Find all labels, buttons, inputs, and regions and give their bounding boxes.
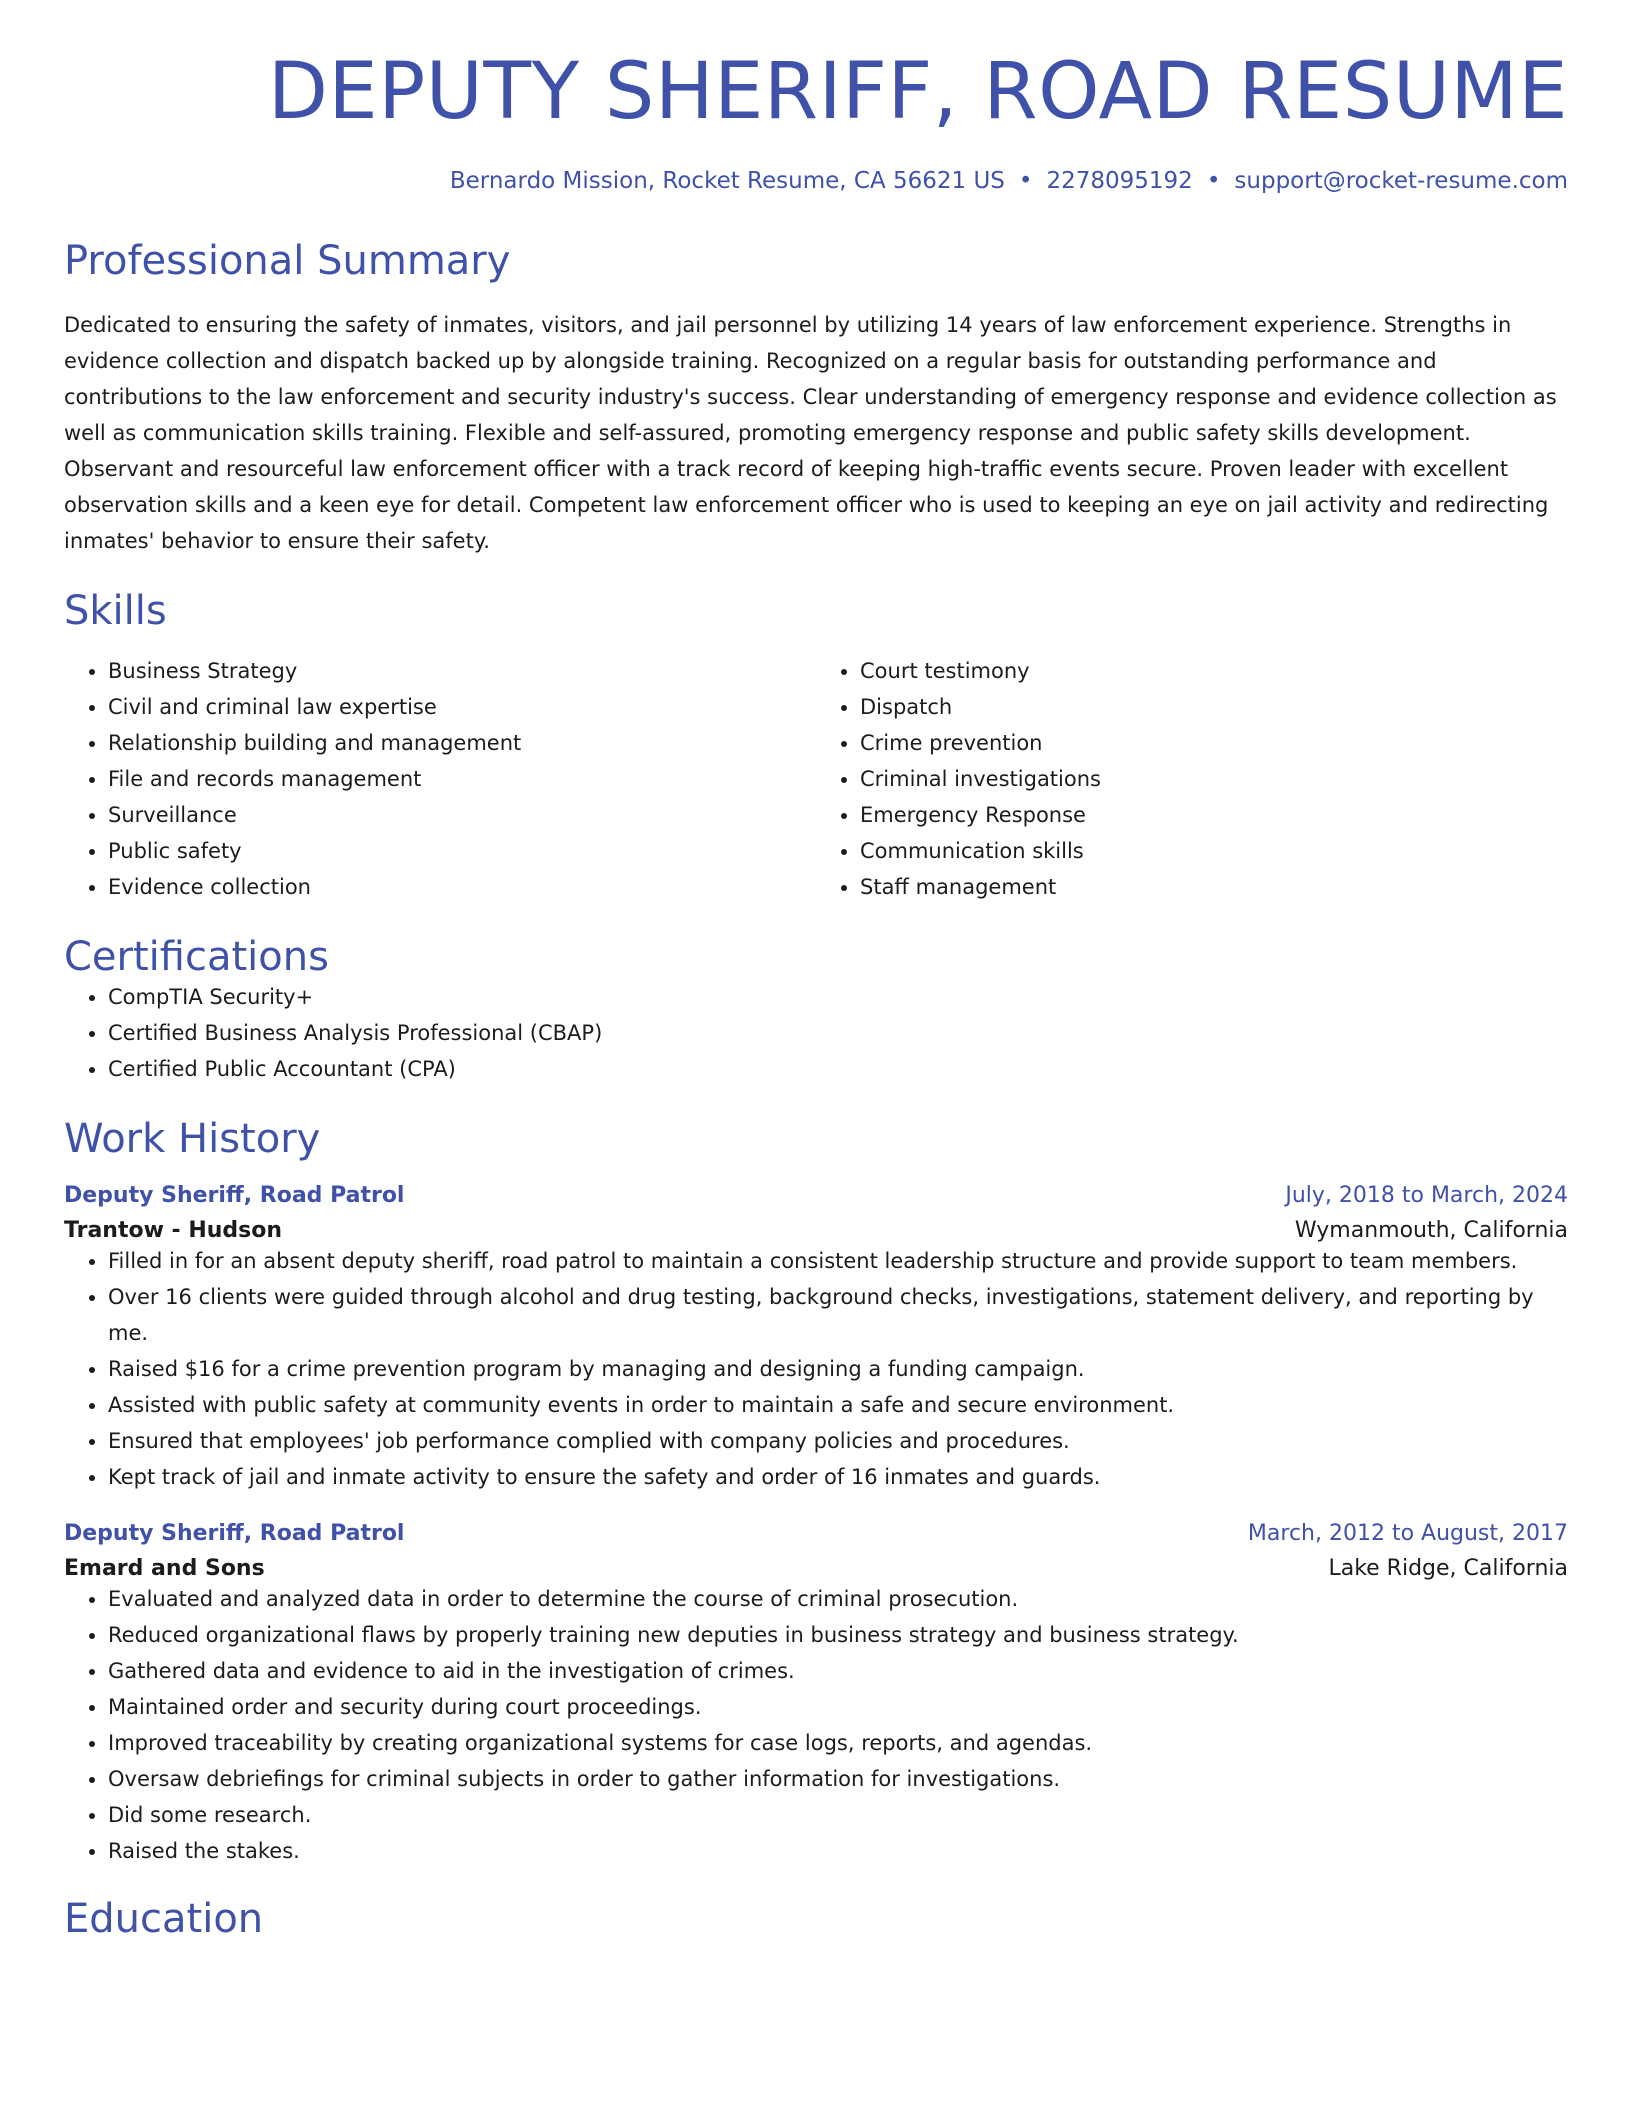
job-dates: July, 2018 to March, 2024 — [1285, 1183, 1568, 1209]
skill-item: • File and records management — [108, 761, 816, 797]
skill-item: • Relationship building and management — [108, 725, 816, 761]
skill-item: • Court testimony — [860, 653, 1568, 689]
job-bullet: • Gathered data and evidence to aid in the investigation of crimes. — [108, 1653, 1568, 1689]
job-bullet: • Did some research. — [108, 1797, 1568, 1833]
skills-list-left — [64, 653, 816, 905]
resume-header — [64, 47, 1568, 195]
job-bullet: • Oversaw debriefings for criminal subjects in order to gather information for investigations. — [108, 1761, 1568, 1797]
contact-separator: • — [1018, 167, 1033, 194]
skill-item: • Criminal investigations — [860, 761, 1568, 797]
job-bullet: • Improved traceability by creating organizational systems for case logs, reports, and agendas. — [108, 1725, 1568, 1761]
contact-separator: • — [1206, 167, 1221, 194]
job-bullet: • Kept track of jail and inmate activity to ensure the safety and order of 16 inmates and guards. — [108, 1459, 1568, 1495]
skills-grid — [64, 653, 1568, 905]
job-bullet: • Over 16 clients were guided through alcohol and drug testing, background checks, investigations, statement delivery, and reporting by me. — [108, 1279, 1568, 1351]
job-subheader — [64, 1556, 1568, 1581]
job-company: Emard and Sons — [64, 1556, 265, 1582]
skill-item: • Business Strategy — [108, 653, 816, 689]
certifications-list — [64, 979, 1568, 1087]
skills-list-right — [816, 653, 1568, 905]
job-entry — [64, 1521, 1568, 1869]
skill-item: • Emergency Response — [860, 797, 1568, 833]
certification-item: • Certified Business Analysis Professional (CBAP) — [108, 1015, 1568, 1051]
job-bullet: • Maintained order and security during court proceedings. — [108, 1689, 1568, 1725]
certification-item: • CompTIA Security+ — [108, 979, 1568, 1015]
job-bullet: • Filled in for an absent deputy sheriff, road patrol to maintain a consistent leadership structure and provide support to team members. — [108, 1243, 1568, 1279]
job-bullet: • Evaluated and analyzed data in order to determine the course of criminal prosecution. — [108, 1581, 1568, 1617]
contact-line — [64, 168, 1568, 196]
job-header — [64, 1183, 1568, 1208]
job-bullet: • Assisted with public safety at community events in order to maintain a safe and secure environment. — [108, 1387, 1568, 1423]
job-bullet: • Ensured that employees' job performance complied with company policies and procedures. — [108, 1423, 1568, 1459]
job-subheader — [64, 1218, 1568, 1243]
job-bullet: • Raised the stakes. — [108, 1833, 1568, 1869]
job-header — [64, 1521, 1568, 1546]
job-location: Lake Ridge, California — [1328, 1556, 1568, 1582]
section-title-skills: Skills — [64, 588, 167, 635]
resume-title: DEPUTY SHERIFF, ROAD RESUME — [267, 47, 1568, 137]
skill-item: • Surveillance — [108, 797, 816, 833]
summary-text: Dedicated to ensuring the safety of inmates, visitors, and jail personnel by utilizing 14 years of law enforcement experience. Strengths in evidence collection and dispatch backed up by alongside training. Recognized on a regular basis for outstanding performance and contributions to the law enforcement and security industry's success. Clear understanding of emergency response and evidence collection as well as communication skills training. Flexible and self-assured, promoting emergency response and public safety skills development. Observant and resourceful law enforcement officer with a track record of keeping high-traffic events secure. Proven leader with excellent observation skills and a keen eye for detail. Competent law enforcement officer who is used to keeping an eye on jail activity and redirecting inmates' behavior to ensure their safety. — [64, 313, 1557, 554]
skill-item: • Evidence collection — [108, 869, 816, 905]
job-location: Wymanmouth, California — [1294, 1218, 1568, 1244]
job-bullets — [64, 1581, 1568, 1869]
skill-item: • Communication skills — [860, 833, 1568, 869]
section-title-work-history: Work History — [64, 1116, 321, 1163]
skill-item: • Civil and criminal law expertise — [108, 689, 816, 725]
contact-email: support@rocket-resume.com — [1234, 167, 1568, 194]
skill-item: • Public safety — [108, 833, 816, 869]
contact-phone: 2278095192 — [1046, 167, 1193, 194]
skill-item: • Staff management — [860, 869, 1568, 905]
section-title-summary: Professional Summary — [64, 238, 511, 285]
section-title-education: Education — [64, 1896, 264, 1943]
job-entry — [64, 1183, 1568, 1495]
job-title: Deputy Sheriff, Road Patrol — [64, 1183, 405, 1209]
job-dates: March, 2012 to August, 2017 — [1247, 1521, 1568, 1547]
job-title: Deputy Sheriff, Road Patrol — [64, 1521, 405, 1547]
skill-item: • Crime prevention — [860, 725, 1568, 761]
skill-item: • Dispatch — [860, 689, 1568, 725]
job-bullet: • Raised $16 for a crime prevention program by managing and designing a funding campaign. — [108, 1351, 1568, 1387]
section-title-certifications: Certifications — [64, 934, 329, 981]
job-company: Trantow - Hudson — [64, 1218, 283, 1244]
contact-address: Bernardo Mission, Rocket Resume, CA 56621 US — [449, 167, 1005, 194]
job-bullet: • Reduced organizational flaws by properly training new deputies in business strategy and business strategy. — [108, 1617, 1568, 1653]
job-bullets — [64, 1243, 1568, 1495]
certification-item: • Certified Public Accountant (CPA) — [108, 1051, 1568, 1087]
